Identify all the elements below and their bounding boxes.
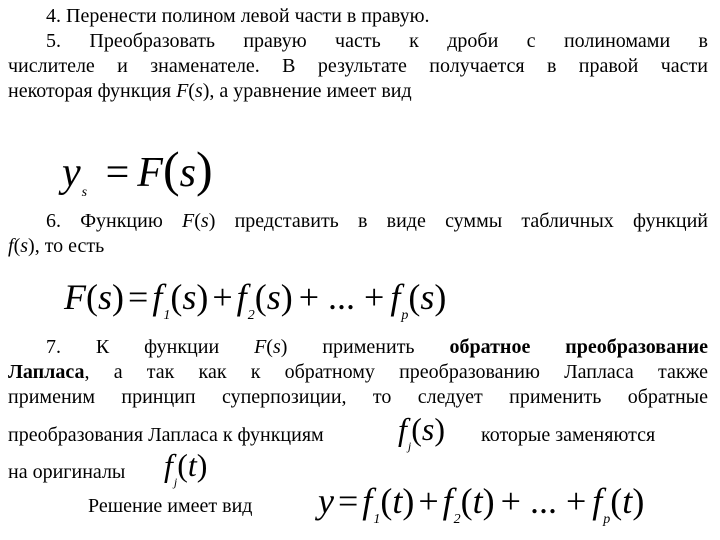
step-5 <box>8 29 708 104</box>
step-7-line-4a: преобразования Лапласа к функциям <box>8 424 324 446</box>
step-7-line-5: на оригиналы <box>8 461 126 483</box>
equation-Fs-sum: $F(s) = f_1(s) + f_2(s)$ + ... + $f_p(s)$ <box>64 277 447 323</box>
step-7 <box>8 335 708 410</box>
step-5-line-2: числителе и знаменателе. В результате получается в правой части <box>8 55 708 77</box>
equation-ys-equals-Fs: $y_s = F(s)$ <box>62 141 213 200</box>
step-4 <box>8 4 708 29</box>
step-7-line-1: 7. К функции F(s) применить обратное преобразование <box>46 336 709 358</box>
step-5-line-3: некоторая функция F(s), а уравнение имеет вид <box>8 80 412 102</box>
step-6 <box>8 209 708 259</box>
solution-label: Решение имеет вид <box>88 495 253 517</box>
step-6-line-1: 6. Функцию F(s) представить в виде суммы табличных функций <box>46 210 708 232</box>
step-7-line-4b: которые заменяются <box>481 424 656 446</box>
inline-fj-of-t: $f_j(t)$ <box>164 447 208 489</box>
step-7-line-2: Лапласа, а так как к обратному преобразованию Лапласа также <box>8 361 708 383</box>
equation-solution-sum: $y = f_1(t) + f_2(t)$ + ... + $f_p(t)$ <box>318 481 645 527</box>
step-5-line-1: 5. Преобразовать правую часть к дроби с полиномами в <box>46 30 708 52</box>
step-4-text: 4. Перенести полином левой части в правую. <box>46 5 430 27</box>
inline-fj-of-s: $f_j(s)$ <box>398 411 445 453</box>
step-6-line-2: f(s), то есть <box>8 235 105 257</box>
step-7-line-3: применим принцип суперпозиции, то следует применить обратные <box>8 386 708 408</box>
